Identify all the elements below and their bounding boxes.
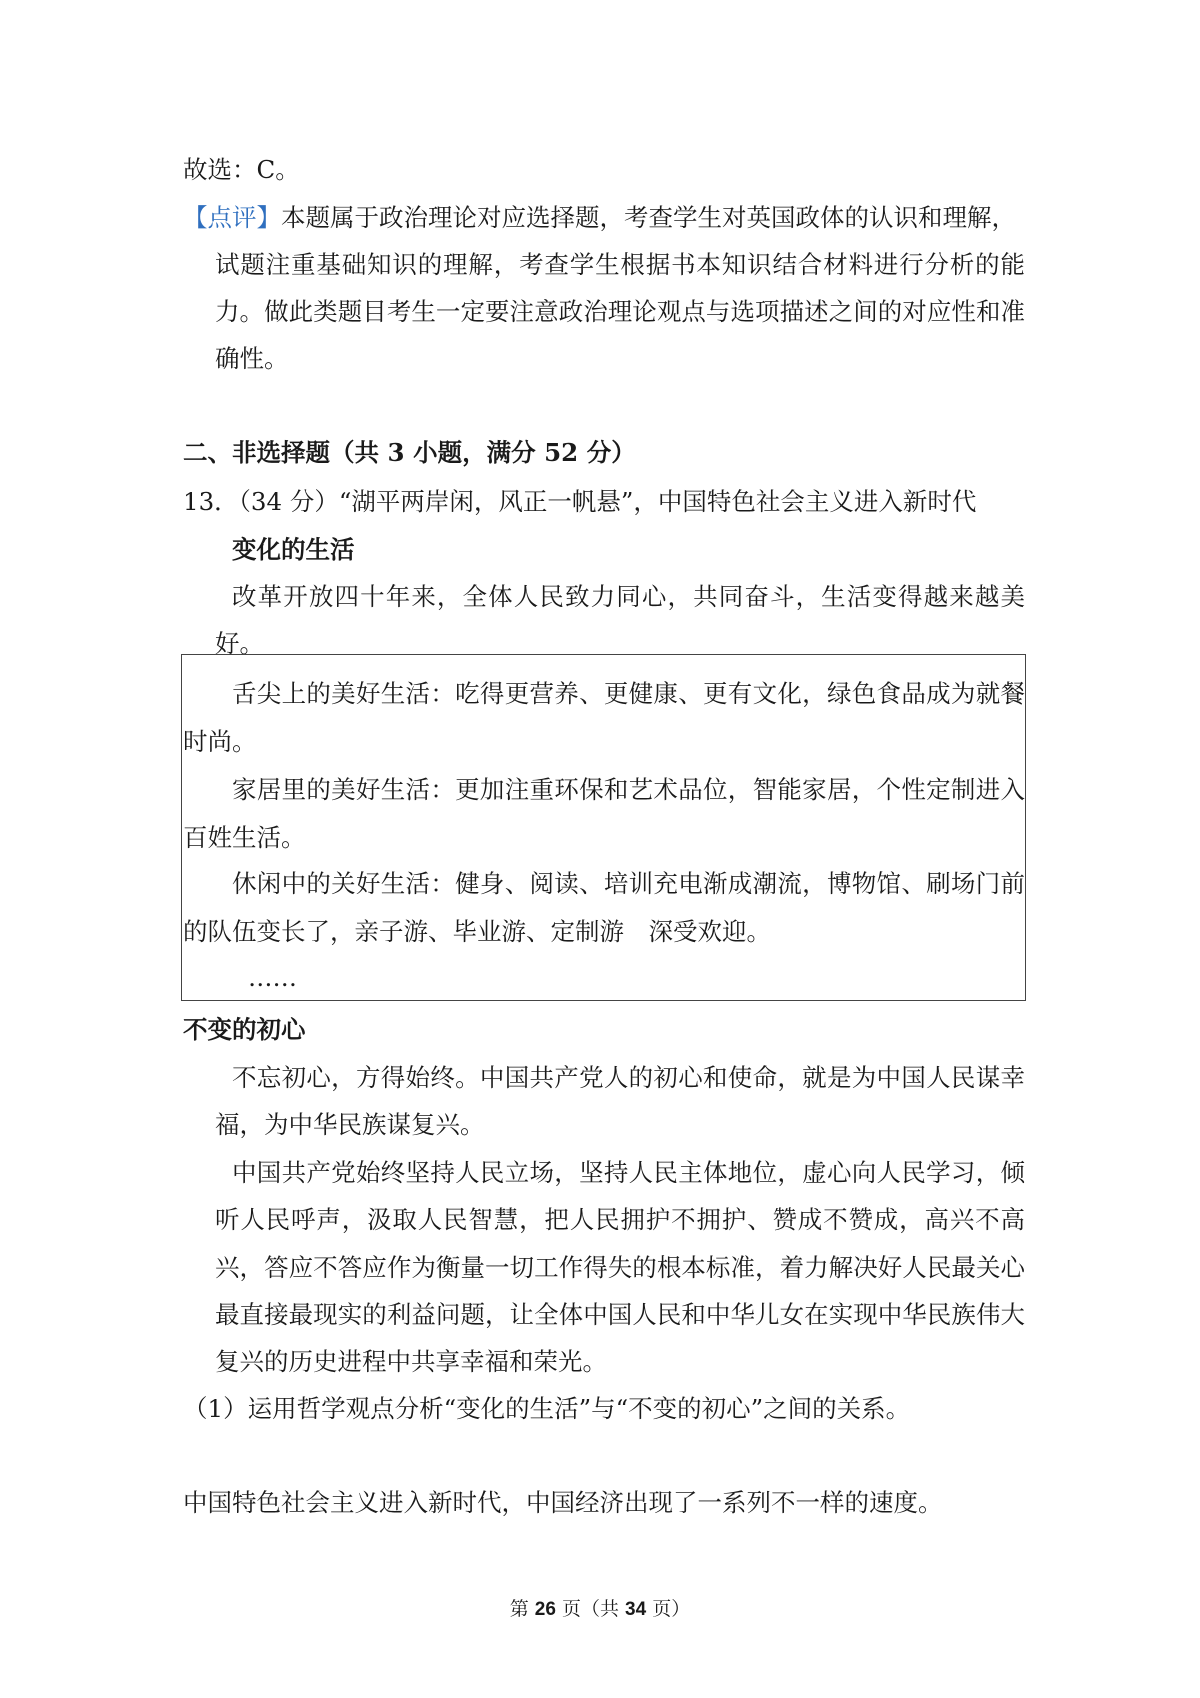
p5-line-5: 复兴的历史进程中共享幸福和荣光。 (215, 1347, 607, 1376)
footer-pre: 第 (509, 1598, 529, 1620)
box-p1-line-2: 时尚。 (183, 727, 257, 756)
section-title: 二、非选择题（共 3 小题，满分 52 分） (183, 438, 636, 467)
p5-line-3: 兴，答应不答应作为衡量一切工作得失的根本标准，着力解决好人民最关心 (215, 1253, 1025, 1282)
intro-line-1: 改革开放四十年来，全体人民致力同心，共同奋斗，生活变得越来越美 (232, 582, 1025, 611)
p5-line-4: 最直接最现实的利益问题，让全体中国人民和中华儿女在实现中华民族伟大 (215, 1300, 1025, 1329)
footer-post: 页） (652, 1598, 691, 1620)
sub-question-1: （1）运用哲学观点分析“变化的生活”与“不变的初心”之间的关系。 (183, 1394, 911, 1423)
footer-total-pages: 34 (625, 1599, 647, 1620)
intro-line-2: 好。 (215, 629, 264, 658)
comment-tag: 【点评】 (183, 203, 281, 232)
p5-line-2: 听人民呼声，汲取人民智慧，把人民拥护不拥护、赞成不赞成，高兴不高 (215, 1205, 1025, 1234)
footer-mid: 页（共 (561, 1598, 619, 1620)
box-p2-line-1: 家居里的美好生活：更加注重环保和艺术品位，智能家居，个性定制进入 (232, 775, 1025, 804)
answer-line: 故选：C。 (183, 155, 300, 184)
box-ellipsis: …… (248, 963, 297, 992)
comment-line-1 (183, 203, 1016, 232)
subhead-changing-life: 变化的生活 (232, 535, 355, 564)
question-header: 13．（34 分）“湖平两岸闲，风正一帆悬”，中国特色社会主义进入新时代 (183, 487, 977, 516)
comment-line-3: 力。做此类题目考生一定要注意政治理论观点与选项描述之间的对应性和准 (215, 297, 1025, 326)
comment-line-4: 确性。 (215, 344, 289, 373)
comment-text-1: 本题属于政治理论对应选择题，考查学生对英国政体的认识和理解， (281, 203, 1016, 232)
p4-line-2: 福，为中华民族谋复兴。 (215, 1110, 485, 1139)
box-p3-line-2: 的队伍变长了，亲子游、毕业游、定制游 深受欢迎。 (183, 917, 771, 946)
box-p3-line-1: 休闲中的关好生活：健身、阅读、培训充电渐成潮流，博物馆、刷场门前 (232, 869, 1025, 898)
page-footer (0, 1600, 1200, 1619)
p5-line-1: 中国共产党始终坚持人民立场，坚持人民主体地位，虚心向人民学习，倾 (232, 1158, 1025, 1187)
comment-line-2: 试题注重基础知识的理解，考查学生根据书本知识结合材料进行分析的能 (215, 250, 1025, 279)
box-p1-line-1: 舌尖上的美好生活：吃得更营养、更健康、更有文化，绿色食品成为就餐 (232, 679, 1025, 708)
next-paragraph: 中国特色社会主义进入新时代，中国经济出现了一系列不一样的速度。 (183, 1488, 943, 1517)
box-p2-line-2: 百姓生活。 (183, 823, 306, 852)
footer-page-number: 26 (534, 1599, 556, 1620)
p4-line-1: 不忘初心，方得始终。中国共产党人的初心和使命，就是为中国人民谋幸 (232, 1063, 1025, 1092)
subhead-unchanging-heart: 不变的初心 (183, 1015, 306, 1044)
